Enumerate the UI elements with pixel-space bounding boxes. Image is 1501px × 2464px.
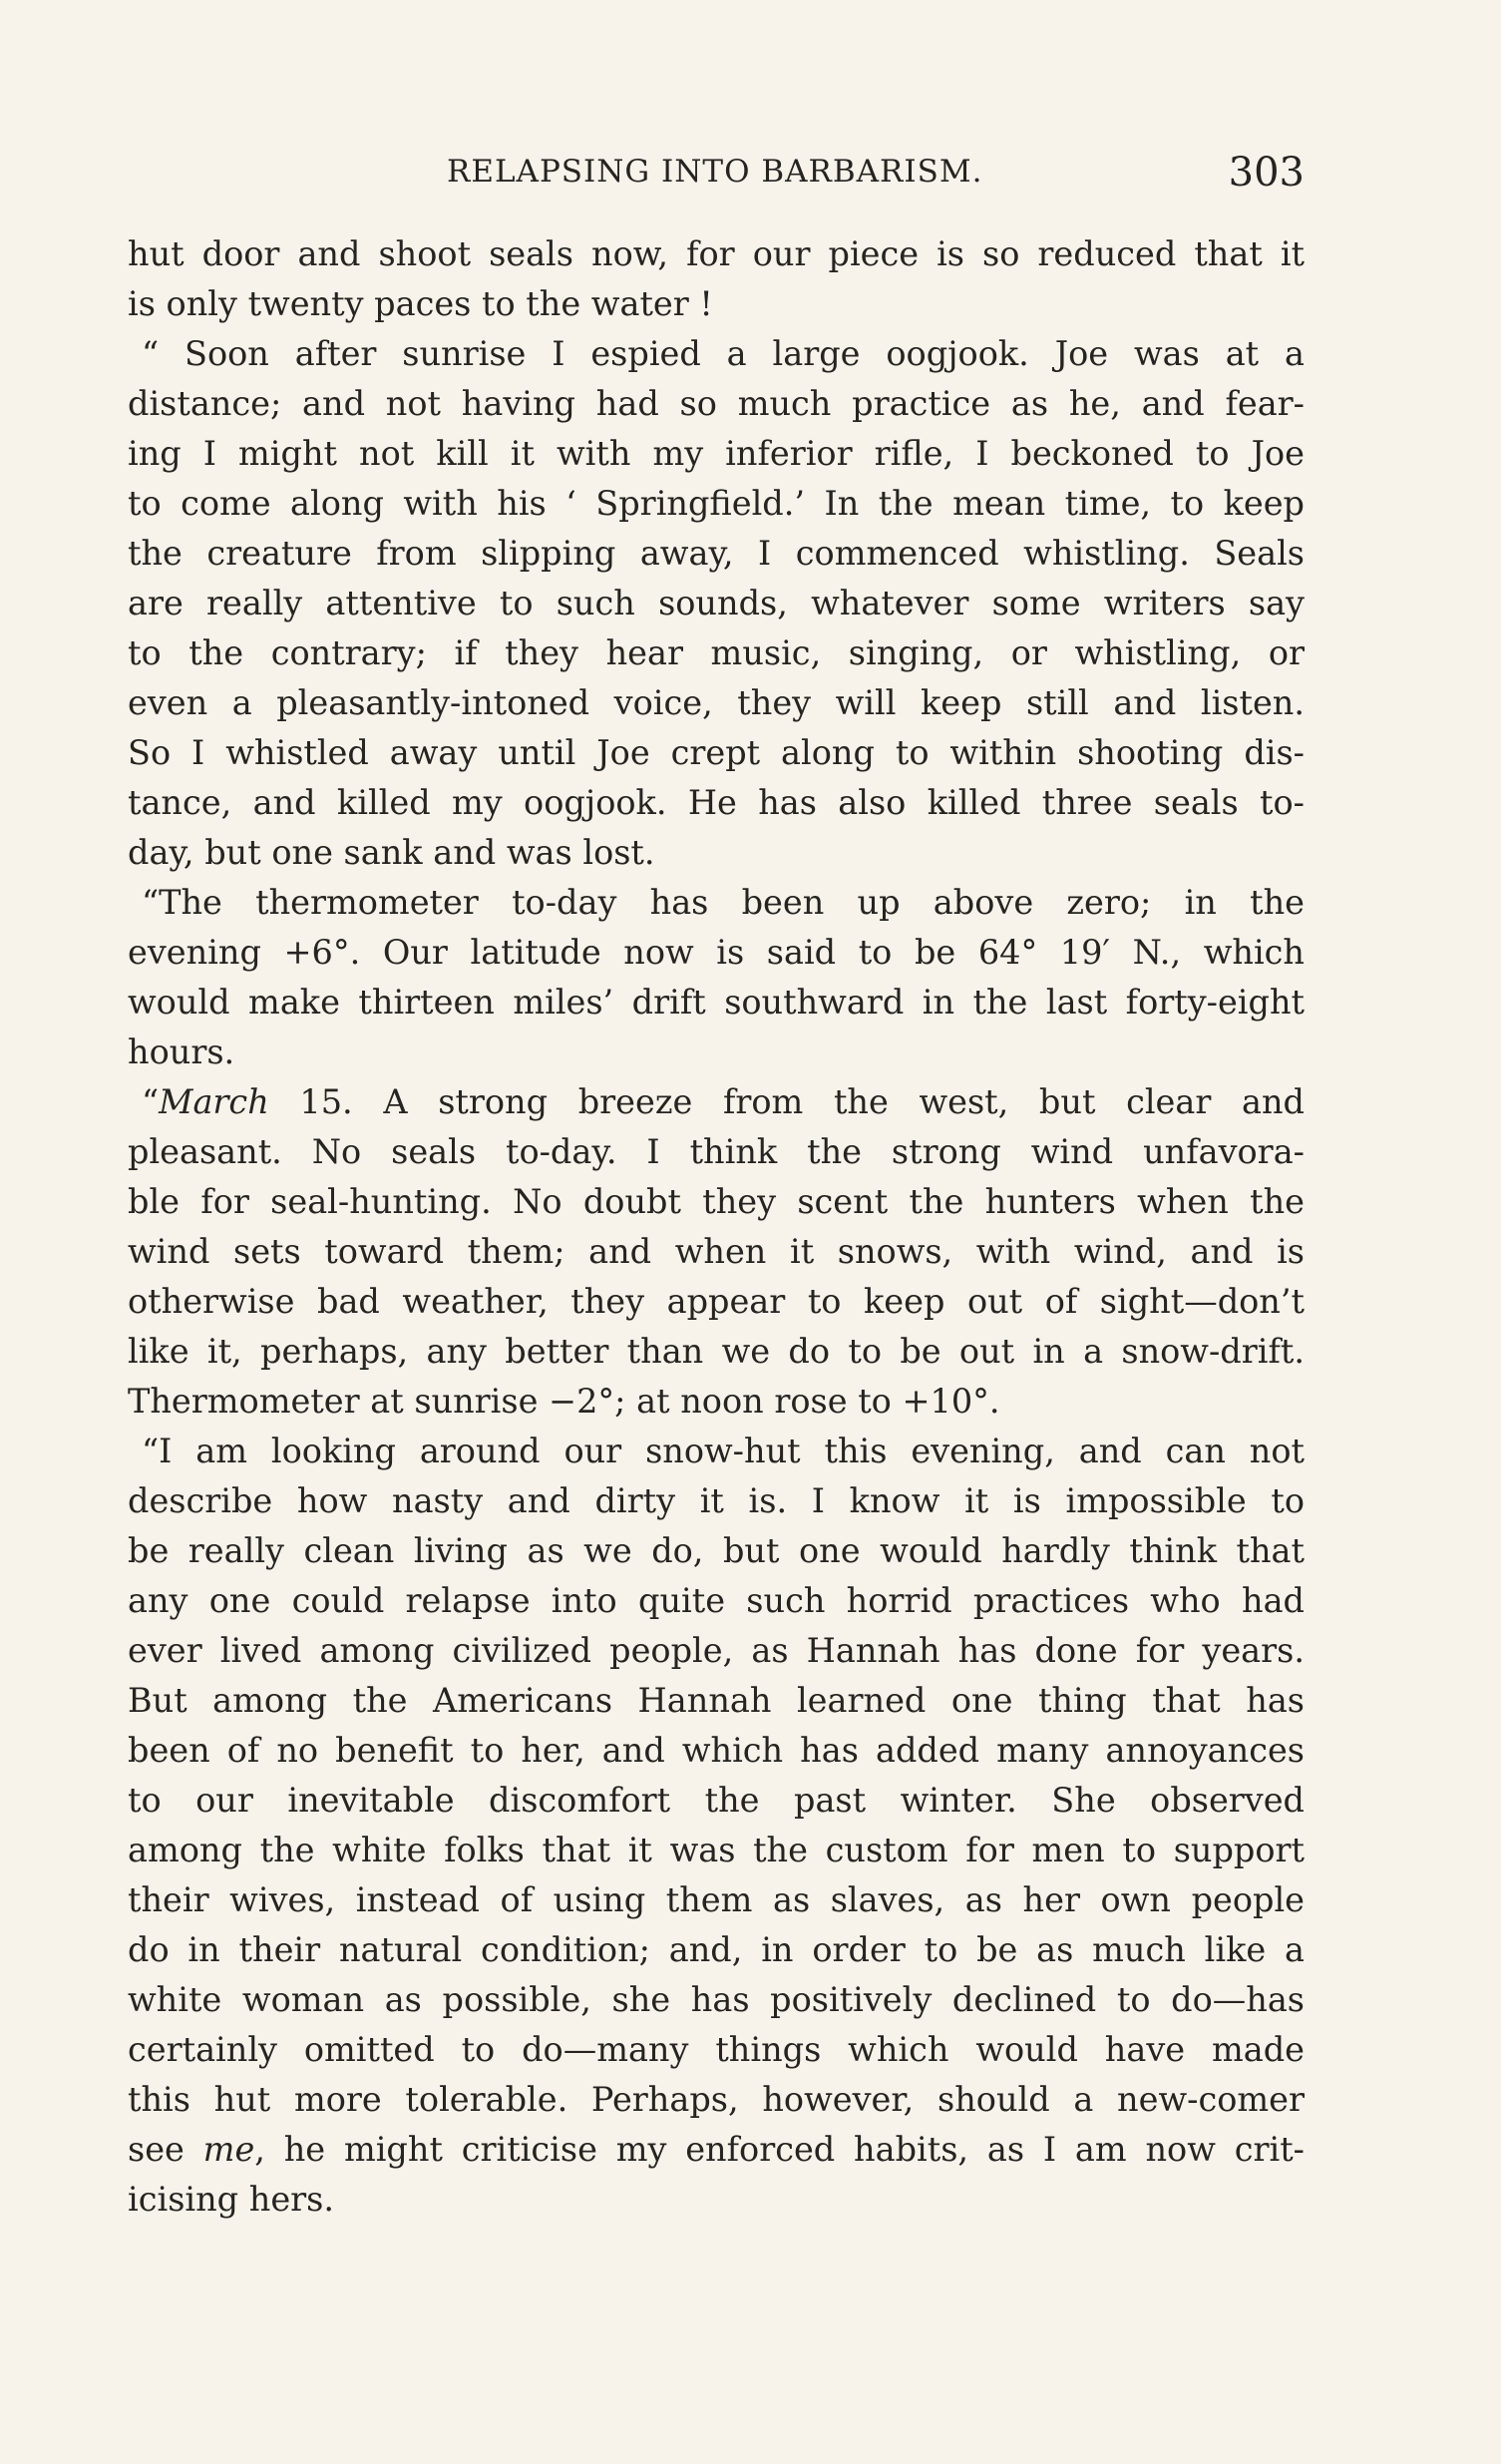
text-line: “ Soon after sunrise I espied a large oogjook. Joe was at a <box>142 334 1305 373</box>
see-me-rest: , he might criticise my enforced habits, as I am now crit- <box>254 2130 1305 2169</box>
text-line: like it, perhaps, any better than we do to be out in a snow-drift. <box>128 1332 1305 1371</box>
text-line: do in their natural condition; and, in order to be as much like a <box>128 1930 1305 1969</box>
text-line: day, but one sank and was lost. <box>128 833 655 872</box>
open-quote: “ <box>142 1082 160 1121</box>
text-line: been of no benefit to her, and which has added many annoyances <box>128 1731 1305 1770</box>
text-line: ble for seal-hunting. No doubt they scent the hunters when the <box>128 1182 1305 1221</box>
text-line: to our inevitable discomfort the past winter. She observed <box>128 1781 1305 1820</box>
march-entry-start: 15. A strong breeze from the west, but clear and <box>268 1082 1305 1121</box>
text-line: “I am looking around our snow-hut this evening, and can not <box>142 1432 1305 1470</box>
text-line: distance; and not having had so much practice as he, and fear- <box>128 384 1305 423</box>
text-line: So I whistled away until Joe crept along to within shooting dis- <box>128 733 1305 772</box>
running-title: RELAPSING INTO BARBARISM. <box>447 154 983 190</box>
text-line-march <box>128 1077 1305 1127</box>
text-line: ing I might not kill it with my inferior rifle, I beckoned to Joe <box>128 434 1305 473</box>
text-line: hut door and shoot seals now, for our piece is so reduced that it <box>128 234 1305 273</box>
text-line: among the white folks that it was the custom for men to support <box>128 1831 1305 1869</box>
text-line-see-me <box>128 2125 1305 2175</box>
text-line: white woman as possible, she has positively declined to do—has <box>128 1980 1305 2019</box>
text-line: are really attentive to such sounds, whatever some writers say <box>128 584 1305 622</box>
text-line: certainly omitted to do—many things which would have made <box>128 2030 1305 2069</box>
text-line: is only twenty paces to the water ! <box>128 284 713 323</box>
text-line: But among the Americans Hannah learned one thing that has <box>128 1681 1305 1720</box>
text-line: otherwise bad weather, they appear to keep out of sight—don’t <box>128 1282 1305 1321</box>
month-march: March <box>159 1082 269 1121</box>
text-line: this hut more tolerable. Perhaps, however, should a new-comer <box>128 2080 1305 2119</box>
text-line: hours. <box>128 1032 235 1071</box>
text-line: would make thirteen miles’ drift southward in the last forty-eight <box>128 983 1305 1022</box>
running-head <box>128 150 1305 209</box>
text-line: any one could relapse into quite such horrid practices who had <box>128 1581 1305 1620</box>
me-word: me <box>202 2130 255 2169</box>
page-number: 303 <box>1228 150 1305 196</box>
text-line: evening +6°. Our latitude now is said to be 64° 19′ N., which <box>128 933 1305 972</box>
text-line: the creature from slipping away, I commenced whistling. Seals <box>128 534 1305 573</box>
text-line: their wives, instead of using them as slaves, as her own people <box>128 1880 1305 1919</box>
text-line: wind sets toward them; and when it snows, with wind, and is <box>128 1232 1305 1271</box>
body-text <box>128 229 1305 2225</box>
see-word: see <box>128 2130 203 2169</box>
text-line: icising hers. <box>128 2180 335 2219</box>
text-line: “The thermometer to-day has been up above zero; in the <box>142 883 1305 922</box>
text-line: be really clean living as we do, but one would hardly think that <box>128 1531 1305 1570</box>
text-line: even a pleasantly-intoned voice, they will keep still and listen. <box>128 683 1305 722</box>
text-line: tance, and killed my oogjook. He has also killed three seals to- <box>128 783 1305 822</box>
text-line: describe how nasty and dirty it is. I know it is impossible to <box>128 1481 1305 1520</box>
text-line: pleasant. No seals to-day. I think the strong wind unfavora- <box>128 1132 1305 1171</box>
text-line: to come along with his ‘ Springfield.’ In the mean time, to keep <box>128 484 1305 523</box>
text-line: Thermometer at sunrise −2°; at noon rose to +10°. <box>128 1382 1000 1421</box>
text-line: ever lived among civilized people, as Hannah has done for years. <box>128 1631 1305 1670</box>
text-line: to the contrary; if they hear music, singing, or whistling, or <box>128 633 1305 672</box>
